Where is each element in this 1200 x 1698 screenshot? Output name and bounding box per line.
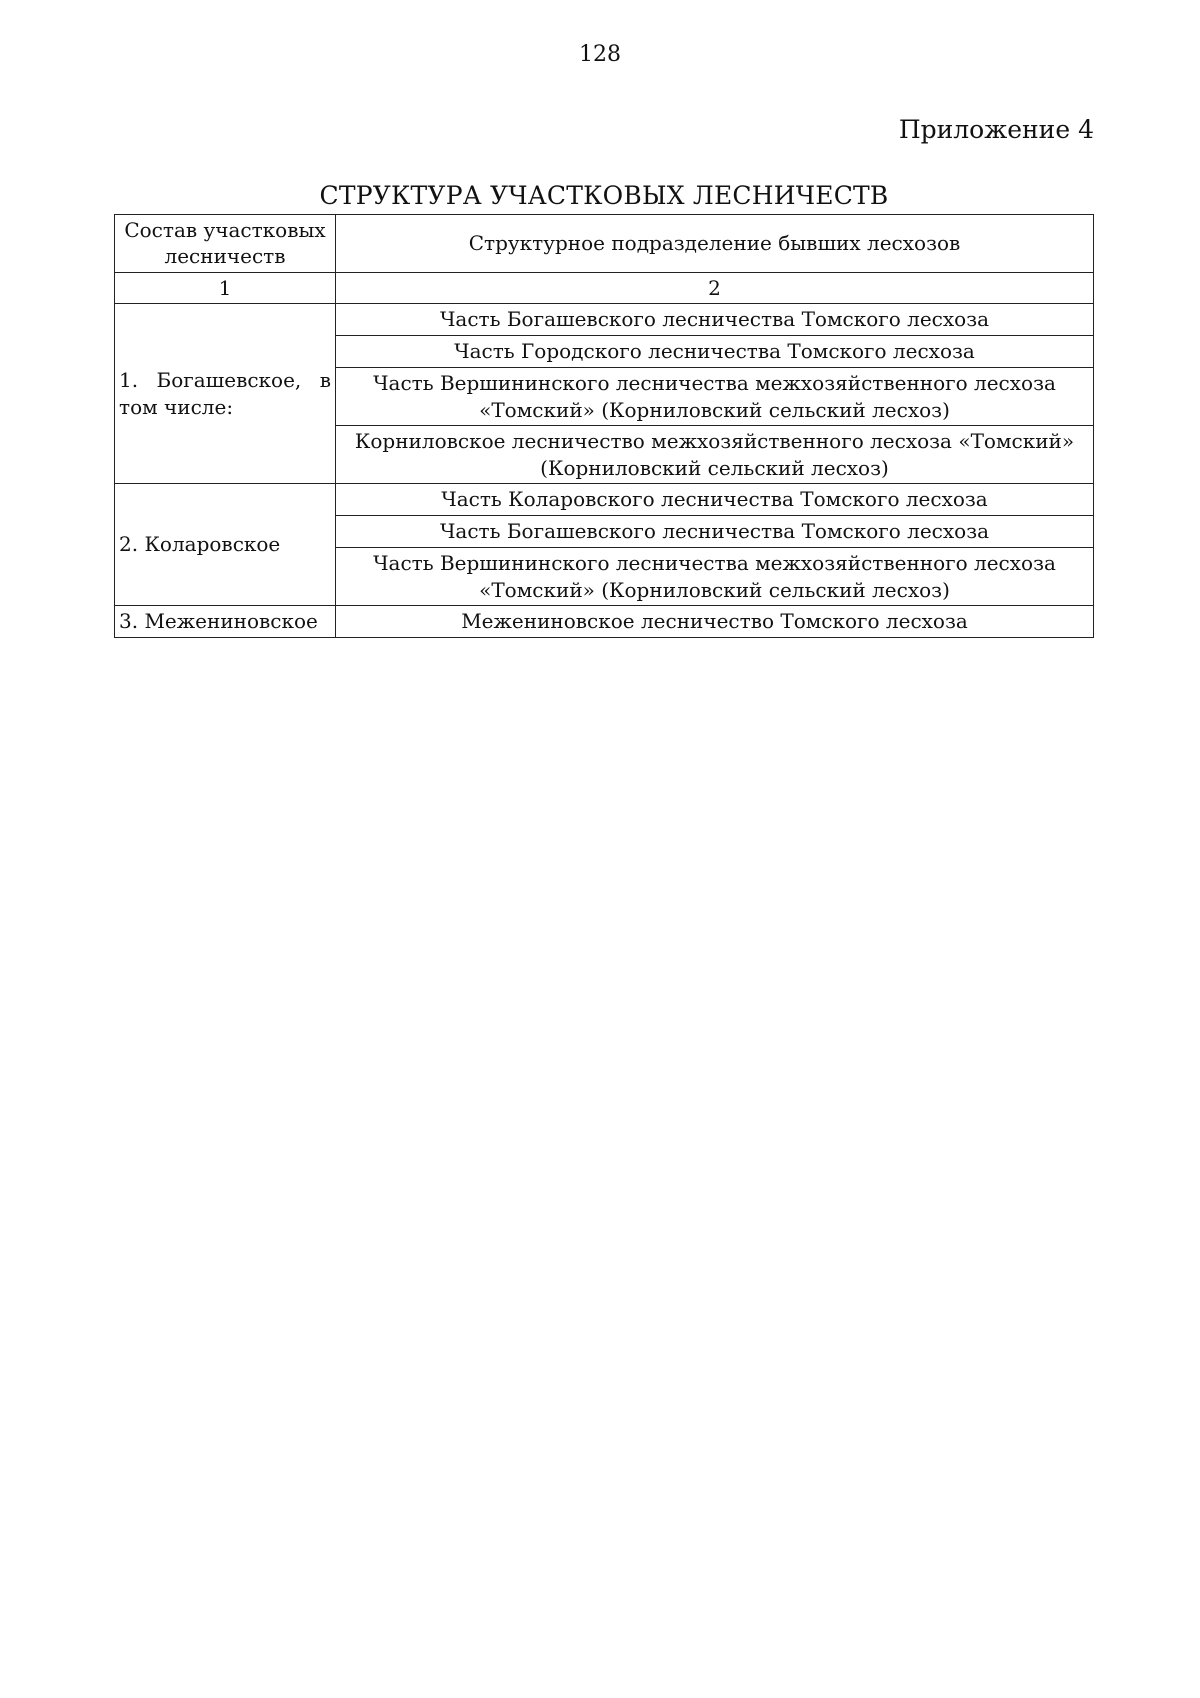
column-number-2: 2	[336, 272, 1094, 303]
column-number-1: 1	[115, 272, 336, 303]
header-composition: Состав участковых лесничеств	[115, 215, 336, 273]
unit-cell: Часть Богашевского лесничества Томского лесхоза	[336, 516, 1094, 548]
unit-cell: Часть Городского лесничества Томского лесхоза	[336, 336, 1094, 368]
header-subdivision: Структурное подразделение бывших лесхозов	[336, 215, 1094, 273]
table-row	[115, 484, 1094, 516]
group-name-mezheninovskoe: 3. Межениновское	[115, 606, 336, 638]
unit-cell: Часть Вершининского лесничества межхозяйственного лесхоза «Томский» (Корниловский сельский лесхоз)	[336, 368, 1094, 426]
appendix-label: Приложение 4	[898, 115, 1094, 144]
forestry-structure-table	[114, 214, 1094, 638]
unit-cell: Часть Коларовского лесничества Томского лесхоза	[336, 484, 1094, 516]
column-number-row	[115, 272, 1094, 303]
unit-cell: Межениновское лесничество Томского лесхоза	[336, 606, 1094, 638]
unit-cell: Часть Богашевского лесничества Томского лесхоза	[336, 304, 1094, 336]
group-name-bogashevskoe: 1. Богашевское, в том числе:	[115, 304, 336, 484]
unit-cell: Корниловское лесничество межхозяйственного лесхоза «Томский» (Корниловский сельский лесхоз)	[336, 426, 1094, 484]
group-name-kolarovskoe: 2. Коларовское	[115, 484, 336, 606]
page-number: 128	[579, 42, 621, 67]
unit-cell: Часть Вершининского лесничества межхозяйственного лесхоза «Томский» (Корниловский сельский лесхоз)	[336, 548, 1094, 606]
table-header-row	[115, 215, 1094, 273]
table-row	[115, 304, 1094, 336]
table-row	[115, 606, 1094, 638]
document-title: СТРУКТУРА УЧАСТКОВЫХ ЛЕСНИЧЕСТВ	[319, 181, 889, 210]
